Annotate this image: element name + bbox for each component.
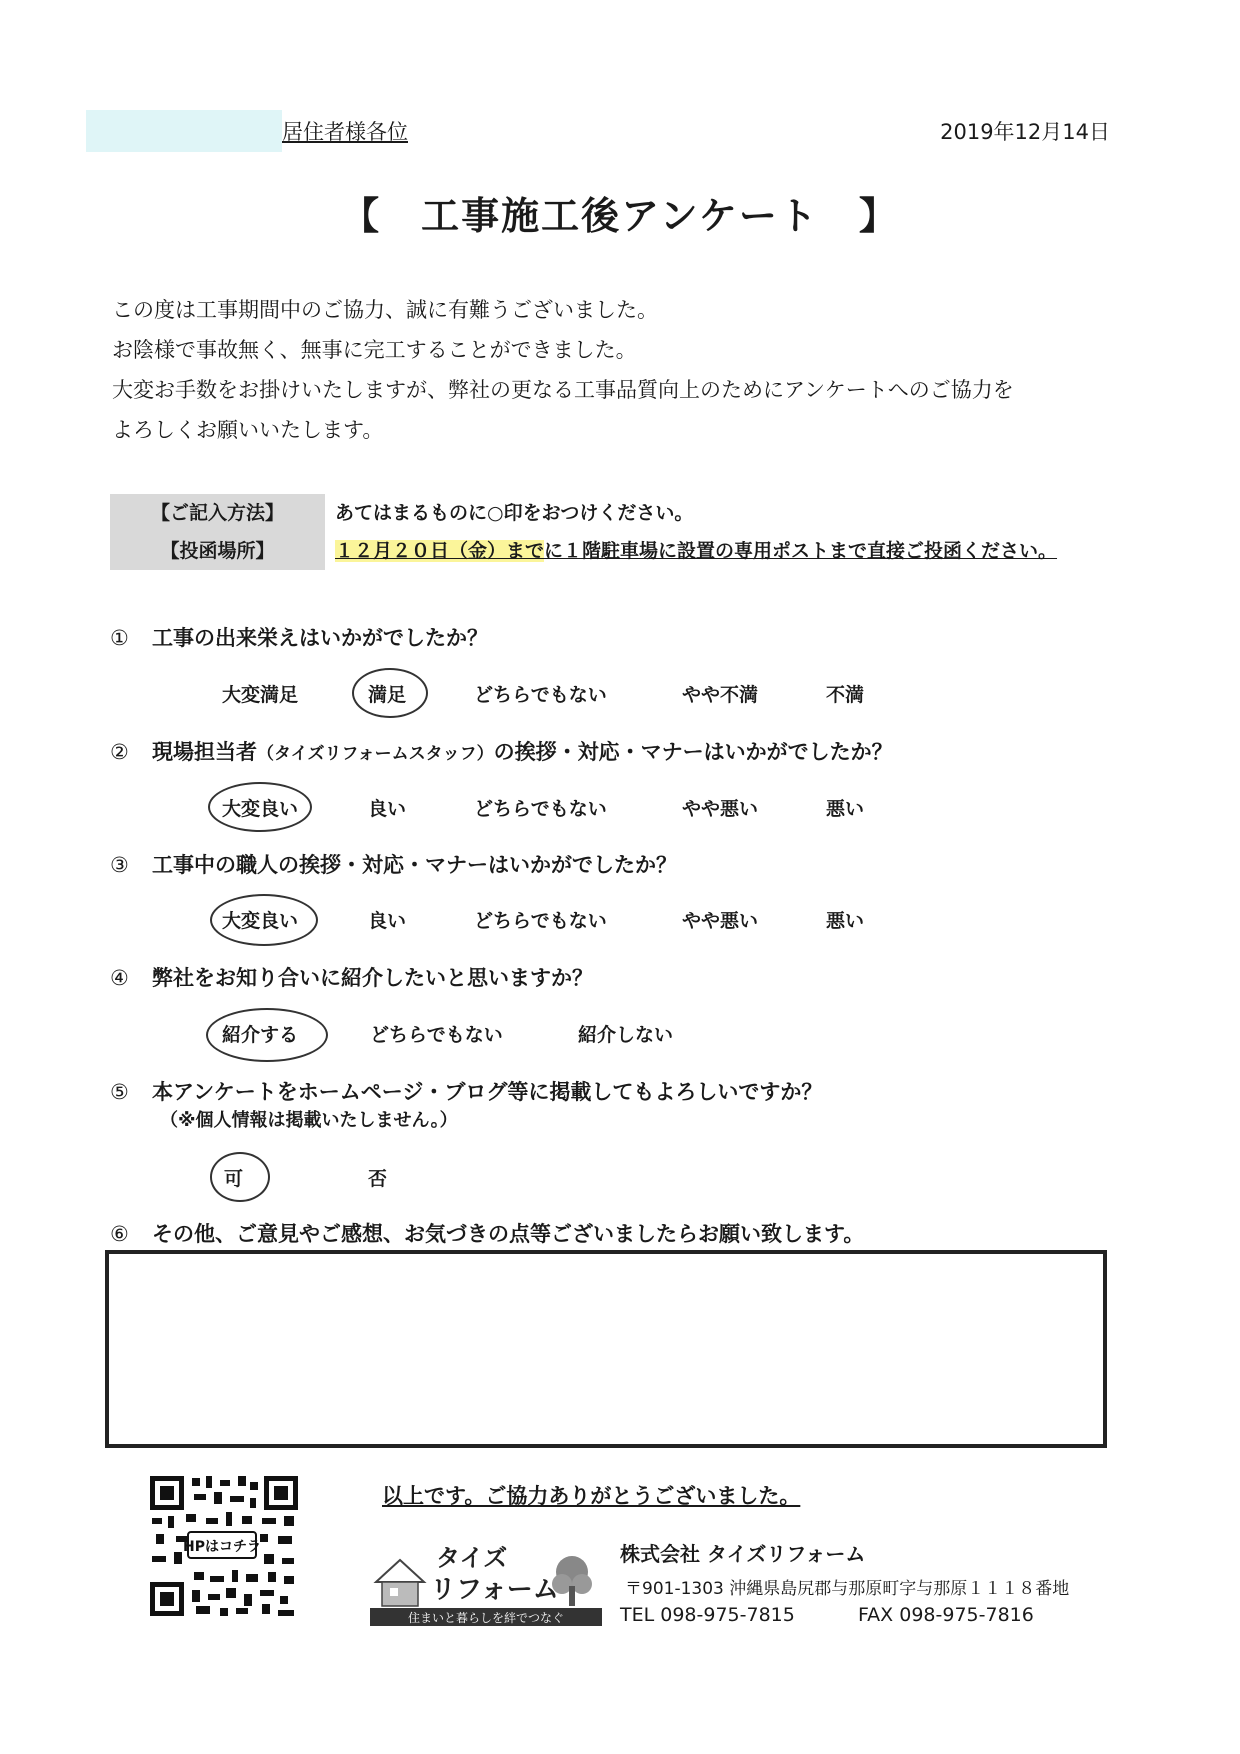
company-phone: TEL 098-975-7815 [620,1604,795,1626]
logo-tagline: 住まいと暮らしを絆でつなぐ [407,1611,565,1625]
question-2 [110,736,893,766]
question-5 [110,1076,822,1106]
question-text: 本アンケートをホームページ・ブログ等に掲載してもよろしいですか？ [152,1080,823,1104]
question-number: ④ [110,966,129,990]
closing-thanks: 以上です。ご協力ありがとうございました。 [382,1484,801,1508]
logo-line-1: タイズ [436,1544,508,1572]
q1-option-3[interactable]: どちらでもない [474,684,607,706]
selected-mark [210,894,318,946]
q2-option-4[interactable]: やや悪い [682,798,759,820]
question-text: その他、ご意見やご感想、お気づきの点等ございましたらお願い致します。 [152,1222,865,1246]
logo-line-2: リフォーム [430,1575,559,1605]
q5-option-no[interactable]: 否 [368,1168,388,1190]
company-address: 〒901-1303 沖縄県島尻郡与那原町字与那原１１１８番地 [625,1579,1070,1599]
question-text: の挨拶・対応・マナーはいかがでしたか？ [493,740,893,764]
q1-option-4[interactable]: やや不満 [682,684,759,706]
q4-option-3[interactable]: 紹介しない [578,1024,674,1046]
comment-box[interactable] [105,1250,1107,1448]
question-text: 工事中の職人の挨拶・対応・マナーはいかがでしたか？ [152,853,677,877]
intro-paragraph [112,290,1014,450]
question-number: ② [110,740,129,764]
company-fax: FAX 098-975-7816 [858,1604,1034,1626]
privacy-note: （※個人情報は掲載いたしません。） [160,1110,458,1131]
question-number: ③ [110,853,129,877]
q3-option-5[interactable]: 悪い [826,910,865,932]
document-title: 【 工事施工後アンケート 】 [341,194,899,238]
q3-option-4[interactable]: やや悪い [682,910,759,932]
q2-option-5[interactable]: 悪い [826,798,865,820]
q2-option-3[interactable]: どちらでもない [474,798,607,820]
intro-line: お陰様で事故無く、無事に完工することができました。 [112,338,637,362]
q2-option-2[interactable]: 良い [368,798,407,820]
question-text: 工事の出来栄えはいかがでしたか？ [152,626,488,650]
fill-method-label: 【ご記入方法】 [110,494,325,532]
post-location-label: 【投函場所】 [110,532,325,570]
question-1 [110,622,488,652]
question-text: 現場担当者 [152,740,257,764]
question-text-note: （タイズリフォームスタッフ） [257,744,494,764]
q1-option-5[interactable]: 不満 [826,684,865,706]
q2-option-1[interactable]: 大変良い [222,798,299,820]
company-name: 株式会社 タイズリフォーム [620,1542,866,1566]
qr-code-icon[interactable] [150,1476,298,1616]
post-instruction: に１階駐車場に設置の専用ポストまで直接ご投函ください。 [544,540,1058,562]
qr-label: HPはコチラ [183,1539,261,1555]
q4-option-1[interactable]: 紹介する [222,1024,299,1046]
question-number: ⑤ [110,1080,129,1104]
selected-mark [208,782,312,832]
question-4 [110,962,593,992]
document-date: 2019年12月14日 [940,120,1110,144]
question-number: ⑥ [110,1222,129,1246]
deadline-highlight: １２月２０日（金）まで [335,540,545,562]
question-6 [110,1218,864,1248]
selected-mark [210,1152,270,1202]
q3-option-1[interactable]: 大変良い [222,910,299,932]
question-number: ① [110,626,129,650]
fill-method-text: あてはまるものに○印をおつけください。 [335,502,694,524]
q5-option-yes[interactable]: 可 [224,1168,244,1190]
selected-mark [206,1008,328,1062]
selected-mark [352,668,428,718]
question-3 [110,849,677,879]
intro-line: 大変お手数をお掛けいたしますが、弊社の更なる工事品質向上のためにアンケートへのご協力を [112,378,1014,402]
q4-option-2[interactable]: どちらでもない [370,1024,503,1046]
q1-option-2[interactable]: 満足 [368,684,407,706]
addressee: 居住者様各位 [282,120,408,144]
q3-option-2[interactable]: 良い [368,910,407,932]
q1-option-1[interactable]: 大変満足 [222,684,299,706]
company-logo [370,1536,602,1626]
redacted-addressee [86,110,282,152]
post-location-text [335,532,1057,570]
q3-option-3[interactable]: どちらでもない [474,910,607,932]
question-text: 弊社をお知り合いに紹介したいと思いますか？ [152,966,593,990]
intro-line: よろしくお願いいたします。 [112,418,384,442]
intro-line: この度は工事期間中のご協力、誠に有難うございました。 [112,298,658,322]
